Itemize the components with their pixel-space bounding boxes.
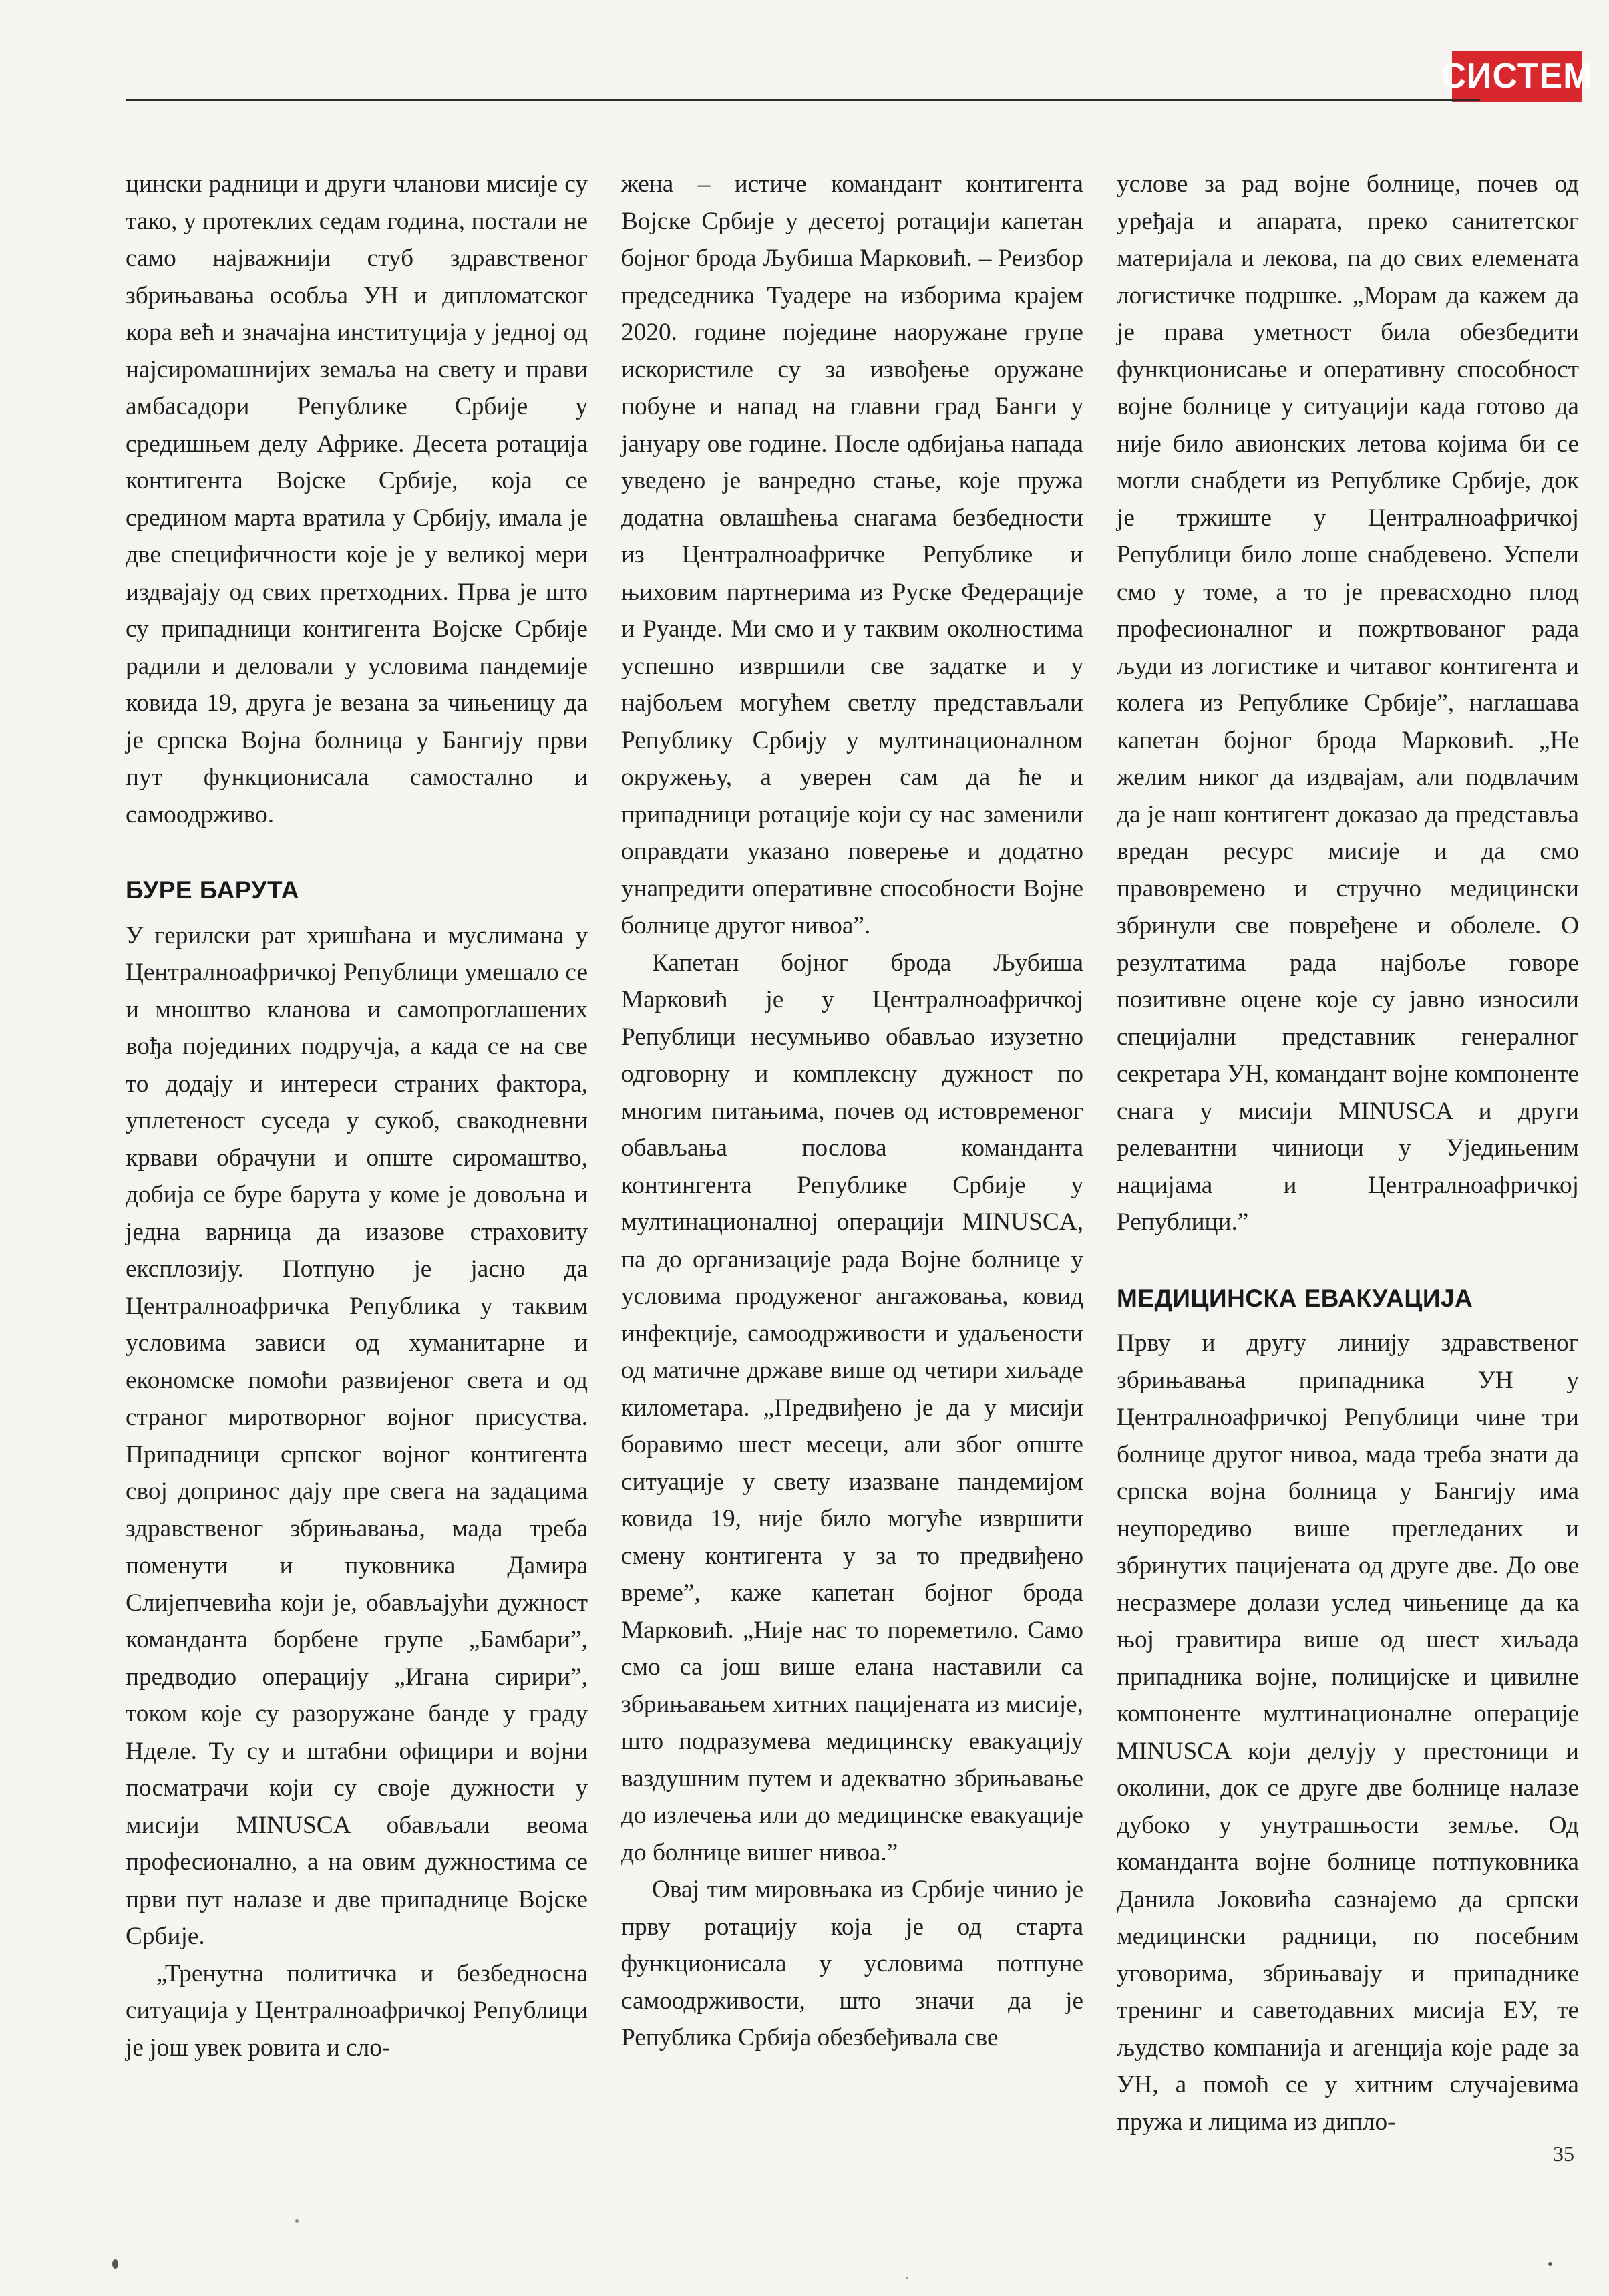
paragraph: Прву и другу линију здравственог збрињавања припадника УН у Централноафричкој Републици чине три болнице другог нивоа, мада треба знати да српска војна болница у Бангију има неупоредиво више прегледаних и збринутих пацијената од друге две. До ове несразмере долази услед чињенице да ка њој гравитира више од шест хиљада припадника војне, полицијске и цивилне компоненте мултинационалне операције MINUSCA који делују у престоници и околини, док се друге две болнице налазе дубоко у унутрашњости земље. Од команданта војне болнице потпуковника Данила Јоковића сазнајемо да српски медицински радници, по посебним уговорима, збрињавају и припаднике тренинг и саветодавних мисија ЕУ, те људство компанија и агенција које раде за УН, а помоћ се у хитним случајевима пружа и лицима из дипло-	[1117, 1329, 1579, 2136]
article-column-3	[1117, 166, 1579, 2140]
paragraph: жена – истиче командант контигента Војске Србије у десетој ротацији капетан бојног брода Љубиша Марковић. – Реизбор председника Туадере на изборима крајем 2020. године поједине наоружане групе искористиле су за извођење оружане побуне и напад на главни град Банги у јануару ове године. После одбијања напада уведено је ванредно стање, које пружа додатна овлашћења снагама безбедности из Централноафричке Републике и њиховим партнерима из Руске Федерације и Руанде. Ми смо и у таквим околностима успешно извршили све задатке и у најбољем могућем светлу представљали Републику Србију у мултинационалном окружењу, а уверен сам да ће и припадници ротације који су нас заменили оправдати указано поверење и додатно унапредити оперативне способности Војне болнице другог нивоа”.	[621, 170, 1083, 939]
article-column-1	[126, 166, 588, 2066]
article-column-2	[621, 166, 1083, 2057]
scan-speck	[906, 2277, 908, 2279]
paragraph: услове за рад војне болнице, почев од уређаја и апарата, преко санитетског материјала и лекова, па до свих елемената логистичке подршке. „Морам да кажем да је права уметност била обезбедити функционисање и оперативну способност војне болнице у ситуацији када готово да није било авионских летова којима би се могли снабдети из Републике Србије, док је тржиште у Централноафричкој Републици било лоше снабдевено. Успели смо у томе, а то је превасходно плод професионалног и пожртвованог рада људи из логистике и читавог контигента и колега из Републике Србије”, наглашава капетан бојног брода Марковић. „Не желим никог да издвајам, али подвлачим да је наш контигент доказао да представља вредан ресурс мисије и да смо правовремено и стручно медицински збринули све повређене и оболеле. О резултатима рада најбоље говоре позитивне оцене које су јавно износили специјални представник генералног секретара УН, командант војне компоненте снага у мисији MINUSCA и други релевантни чиниоци у Уједињеним нацијама и Централноафричкој Републици.”	[1117, 170, 1579, 1236]
section-heading: БУРЕ БАРУТА	[126, 876, 299, 904]
section-heading: МЕДИЦИНСКА ЕВАКУАЦИЈА	[1117, 1284, 1473, 1312]
paragraph: Овај тим мировњака из Србије чинио је прву ротацију која је од старта функционисала у условима потпуне самоодрживости, што значи да је Република Србија обезбеђивала све	[621, 1876, 1083, 2052]
page-number: 35	[1553, 2142, 1574, 2166]
header-rule	[126, 99, 1480, 101]
paragraph: Капетан бојног брода Љубиша Марковић је у Централноафричкој Републици несумњиво обављао изузетно одговорну и комплексну дужност по многим питањима, почев од истовременог обављања послова команданта контингента Републике Србије у мултинационалној операцији MINUSCA, па до организације рада Војне болнице у условима продуженог ангажовања, ковид инфекције, самоодрживости и удаљености од матичне државе више од четири хиљаде километара. „Предвиђено је да у мисији боравимо шест месеци, али због опште ситуације у свету изазване пандемијом ковида 19, није било могуће извршити смену контигента у за то предвиђено време”, каже капетан бојног брода Марковић. „Није нас то пореметило. Само смо са још више елана наставили са збрињавањем хитних пацијената из мисије, што подразумева медицинску евакуацију ваздушним путем и адекватно збрињавање до излечења или до медицинске евакуације до болнице вишег нивоа.”	[621, 949, 1083, 1866]
paragraph: „Тренутна политичка и безбедносна ситуација у Централноафричкој Републици је још увек ровита и сло-	[126, 1959, 588, 2062]
scan-speck	[112, 2259, 118, 2269]
paragraph: У герилски рат хришћана и муслимана у Централноафричкој Републици умешало се и мноштво кланова и самопроглашених вођа појединих подручја, а када се на све то додају и интереси страних фактора, уплетеност суседа у сукоб, свакодневни крвави обрачуни и опште сиромаштво, добија се буре барута у коме је довољна и једна варница да изазове страховиту експлозију. Потпуно је јасно да Централноафричка Република у таквим условима зависи од хуманитарне и економске помоћи развијеног света и од страног миротворног војног присуства. Припадници српског војног контигента свој допринос дају пре свега на задацима здравственог збрињавања, мада треба поменути и пуковника Дамира Слијепчевића који је, обављајући дужност команданта борбене групе „Бамбари”, предводио операцију „Игана сирири”, током које су разоружане банде у граду Нделе. Ту су и штабни официри и војни посматрачи који су своје дужности у мисији MINUSCA обављали веома професионално, а на овим дужностима се први пут налазе и две припаднице Војске Србије.	[126, 921, 588, 1950]
section-label: СИСТЕМ	[1452, 51, 1582, 102]
paragraph: цински радници и други чланови мисије су тако, у протеклих седам година, постали не само најважнији стуб здравственог збрињавања особља УН и дипломатског кора већ и значајна институција у једној од најсиромашнијих земаља на свету и прави амбасадори Републике Србије у средишњем делу Африке. Десета ротација контигента Војске Србије, која се средином марта вратила у Србију, имала је две специфичности које је у великој мери издвајају од свих претходних. Прва је што су припадници контигента Војске Србије радили и деловали у условима пандемије ковида 19, друга је везана за чињеницу да је српска Војна болница у Бангију први пут функционисала самостално и самоодрживо.	[126, 170, 588, 828]
scan-speck	[1548, 2262, 1552, 2266]
scan-speck	[295, 2219, 299, 2223]
